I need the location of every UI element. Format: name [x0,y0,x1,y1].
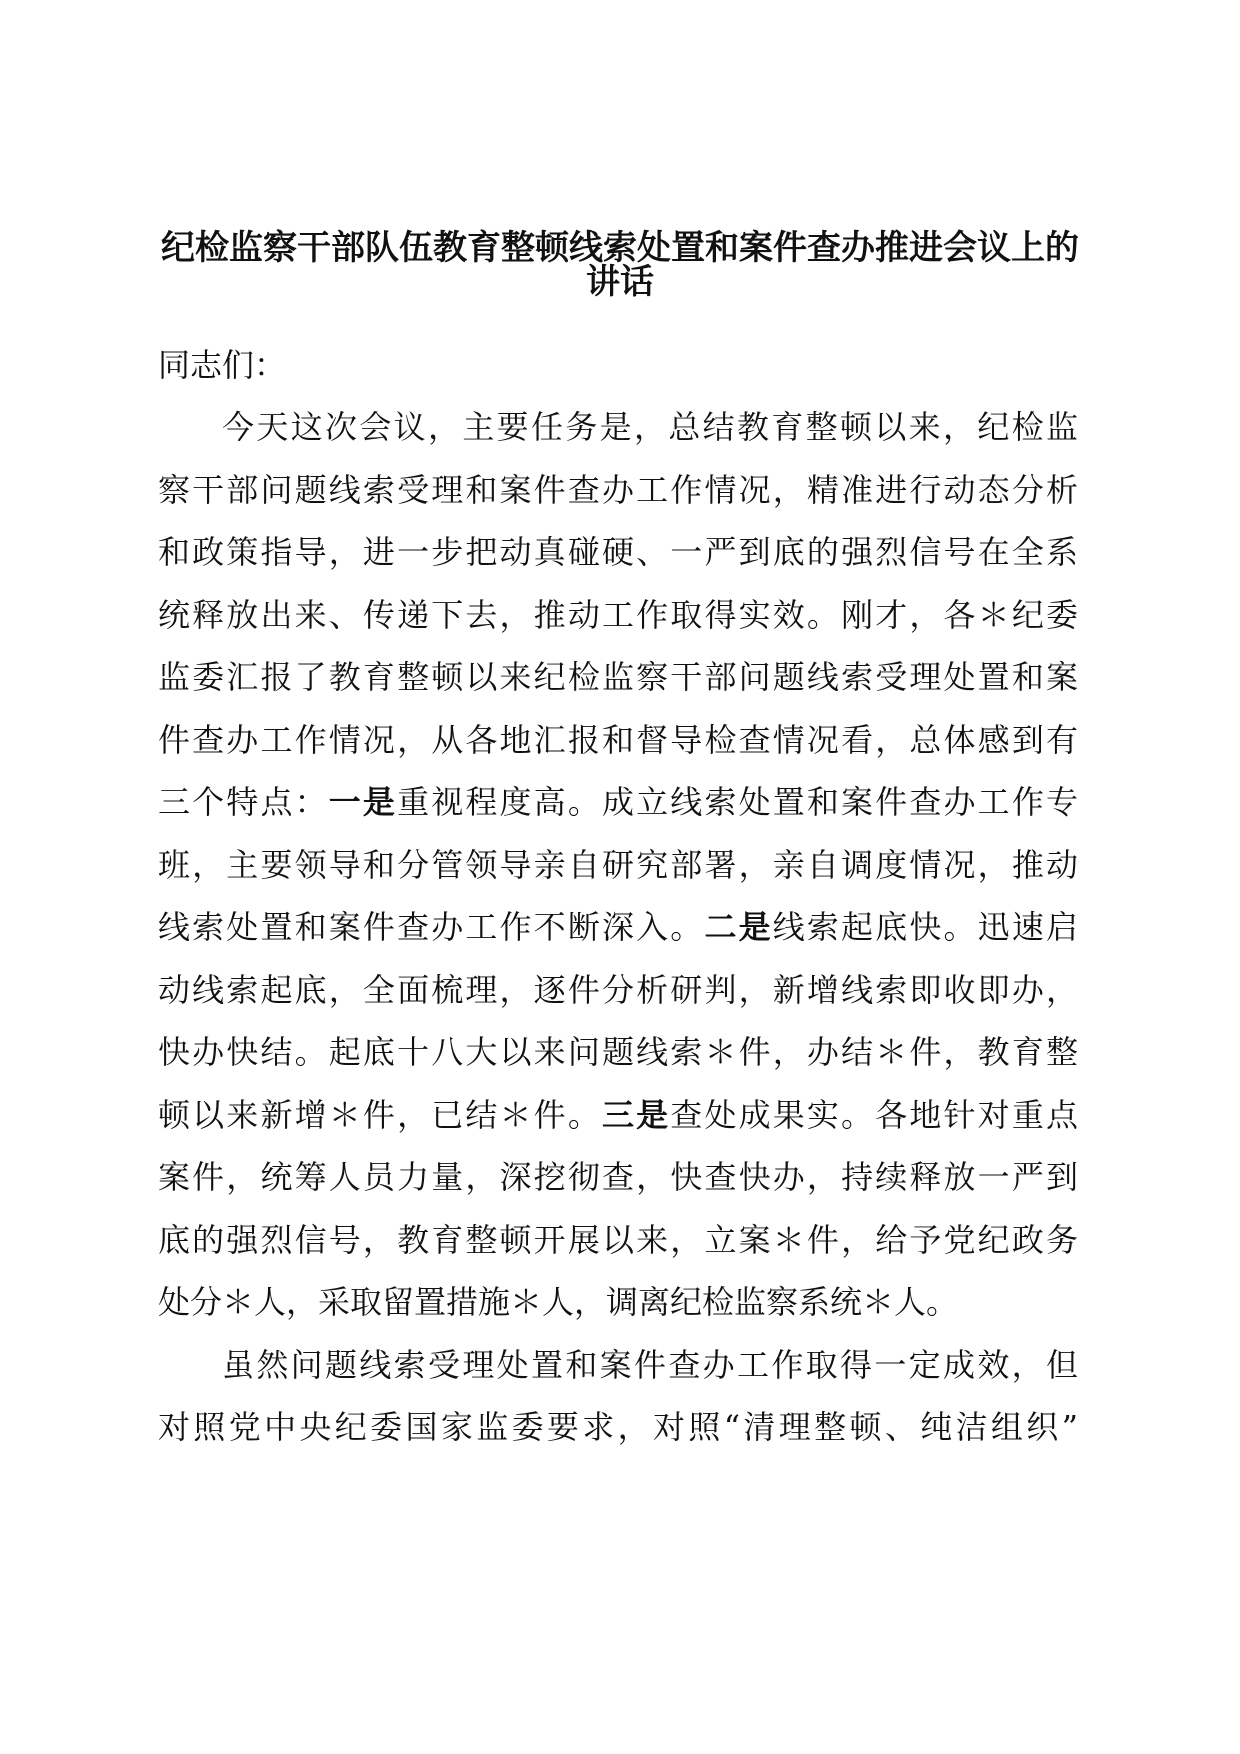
document-title-line-2: 讲话 [586,262,654,302]
body-line [158,845,1078,885]
body-line [158,532,1078,572]
line-text: 底的强烈信号，教育整顿开展以来，立案＊件，给予党纪政务 [158,1221,1078,1259]
line-text: 统释放出来、传递下去，推动工作取得实效。刚才，各＊纪委 [158,596,1078,634]
body-line [158,970,1078,1010]
emphasis-first: 一是 [328,783,398,821]
body-line [158,1407,1078,1447]
line-text: 查处成果实。各地针对重点 [670,1096,1078,1134]
body-line [222,407,1078,447]
emphasis-second: 二是 [704,908,773,946]
body-line [158,1157,1078,1197]
body-line [158,657,1078,697]
line-text: 顿以来新增＊件，已结＊件。 [158,1096,602,1134]
body-line [158,595,1078,635]
line-text: 和政策指导，进一步把动真碰硬、一严到底的强烈信号在全系 [158,533,1078,571]
line-text: 线索处置和案件查办工作不断深入。 [158,908,705,946]
line-text: 班，主要领导和分管领导亲自研究部署，亲自调度情况，推动 [158,846,1078,884]
body-line [158,470,1078,510]
body-line [158,782,1078,822]
salutation: 同志们： [158,346,287,384]
body-line [158,1282,1078,1322]
line-text: 案件，统筹人员力量，深挖彻查，快查快办，持续释放一严到 [158,1158,1078,1196]
line-text: 件查办工作情况，从各地汇报和督导检查情况看，总体感到有 [158,721,1078,759]
line-text: 对照党中央纪委国家监委要求，对照“清理整顿、纯洁组织” [158,1408,1078,1446]
document-title-line-1: 纪检监察干部队伍教育整顿线索处置和案件查办推进会议上的 [161,228,1079,268]
body-line [158,720,1078,760]
body-line [158,907,1078,947]
line-text: 处分＊人，采取留置措施＊人，调离纪检监察系统＊人。 [158,1283,959,1321]
line-text: 重视程度高。成立线索处置和案件查办工作专 [397,783,1078,821]
line-text: 监委汇报了教育整顿以来纪检监察干部问题线索受理处置和案 [158,658,1078,696]
line-text: 虽然问题线索受理处置和案件查办工作取得一定成效，但 [222,1346,1078,1384]
line-text: 动线索起底，全面梳理，逐件分析研判，新增线索即收即办， [158,971,1078,1009]
body-line [222,1345,1078,1385]
body-line [158,1032,1078,1072]
line-text: 察干部问题线索受理和案件查办工作情况，精准进行动态分析 [158,471,1078,509]
line-text: 线索起底快。迅速启 [772,908,1078,946]
line-text: 快办快结。起底十八大以来问题线索＊件，办结＊件，教育整 [158,1033,1078,1071]
line-text: 三个特点： [158,783,329,821]
body-line [158,1220,1078,1260]
body-line [158,1095,1078,1135]
emphasis-third: 三是 [601,1096,671,1134]
line-text: 今天这次会议，主要任务是，总结教育整顿以来，纪检监 [222,408,1078,446]
